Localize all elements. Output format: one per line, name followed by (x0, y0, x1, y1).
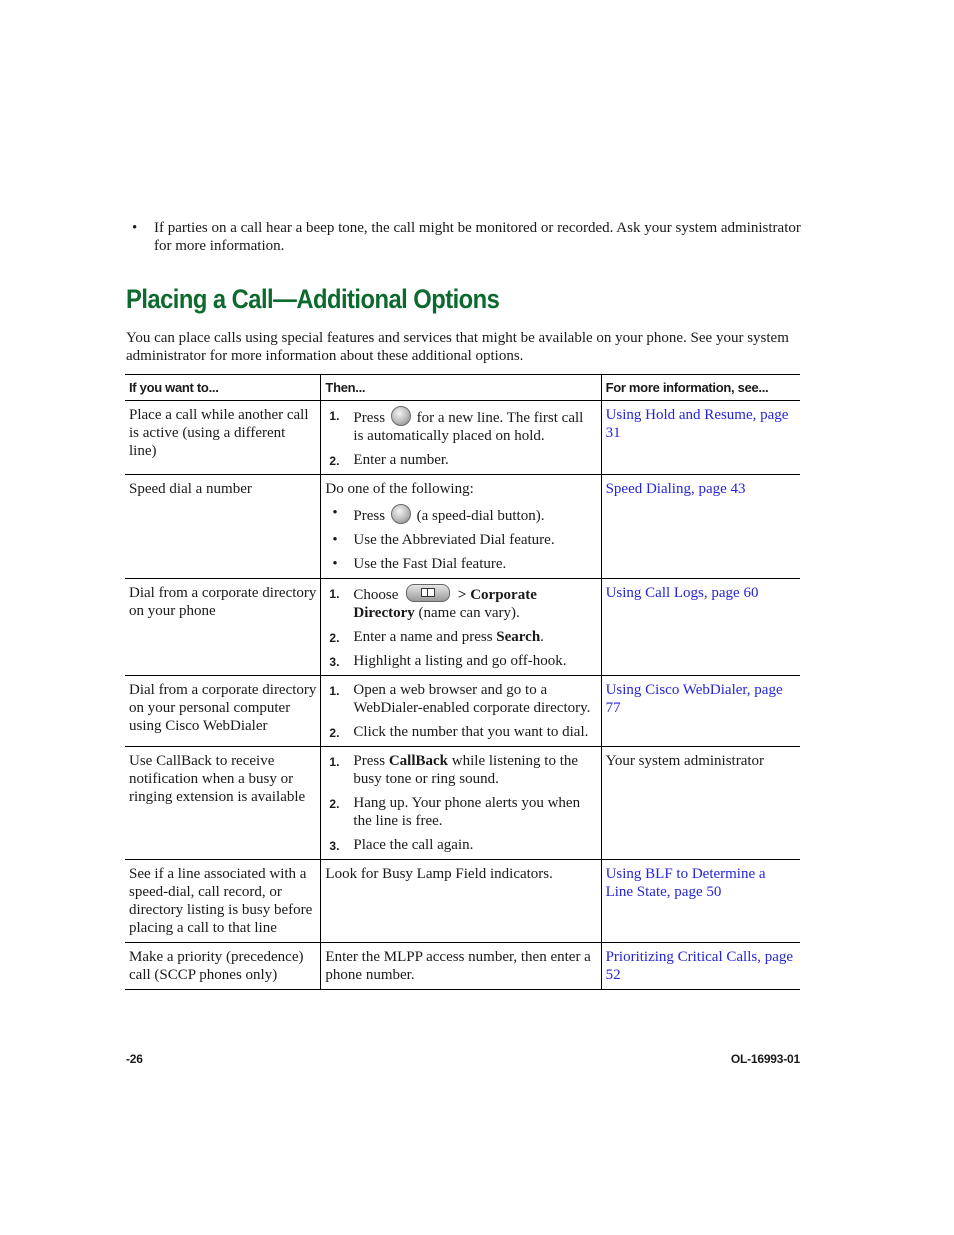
xref-link-call-logs[interactable]: Using Call Logs, page 60 (605, 585, 759, 601)
table-row (125, 860, 800, 943)
step-item: 2. Enter a number. (329, 452, 449, 468)
bullet-item: • Use the Abbreviated Dial feature. (332, 532, 555, 548)
step-item: 1. Press CallBack while listening to the busy tone or ring sound. (329, 753, 579, 787)
step-item: 3. Highlight a listing and go off-hook. (329, 653, 567, 669)
bullet-item: • Press (a speed-dial button). (332, 505, 545, 524)
table-row (125, 943, 800, 990)
cell-info (601, 475, 800, 579)
cell-want: Speed dial a number (125, 475, 321, 579)
cell-want: Use CallBack to receive notification when a busy or ringing extension is available (125, 747, 321, 860)
cell-then (321, 579, 601, 676)
step-item: 2. Click the number that you want to dial. (329, 724, 589, 740)
lead-text: Do one of the following: (325, 481, 474, 497)
table-row (125, 401, 800, 475)
cell-then: Enter the MLPP access number, then enter a phone number. (321, 943, 601, 990)
table-header-row (125, 375, 800, 401)
cell-info: Your system administrator (601, 747, 800, 860)
bullet-item: • Use the Fast Dial feature. (332, 556, 507, 572)
cell-want: Dial from a corporate directory on your personal computer using Cisco WebDialer (125, 676, 321, 747)
section-title: Placing a Call—Additional Options (126, 284, 500, 314)
cell-info (601, 676, 800, 747)
intro-bullet-text: If parties on a call hear a beep tone, the call might be monitored or recorded. Ask your system administrator for more information. (154, 220, 801, 254)
cell-info (601, 860, 800, 943)
options-table (125, 374, 800, 990)
cell-then (321, 676, 601, 747)
header-then: Then... (321, 375, 601, 401)
page-number: -26 (126, 1052, 143, 1066)
cell-want: See if a line associated with a speed-dial, call record, or directory listing is busy before placing a call to that line (125, 860, 321, 943)
table-row (125, 579, 800, 676)
cell-then (321, 475, 601, 579)
step-item: 1. Press for a new line. The first call is automatically placed on hold. (325, 406, 596, 445)
header-info: For more information, see... (601, 375, 800, 401)
cell-want: Make a priority (precedence) call (SCCP phones only) (125, 943, 321, 990)
table-row (125, 475, 800, 579)
cell-want: Place a call while another call is active (using a different line) (125, 401, 321, 475)
cell-then (321, 747, 601, 860)
cell-then (321, 401, 601, 475)
speed-dial-button-icon (391, 504, 411, 524)
xref-link-speed-dialing[interactable]: Speed Dialing, page 43 (605, 481, 746, 497)
document-id: OL-16993-01 (730, 1052, 800, 1066)
line-button-icon (391, 406, 411, 426)
directories-button-icon (406, 584, 450, 602)
xref-link-webdialer[interactable]: Using Cisco WebDialer, page 77 (605, 682, 783, 716)
step-item: 3. Place the call again. (329, 837, 474, 853)
cell-then: Look for Busy Lamp Field indicators. (321, 860, 601, 943)
step-item: 2. Hang up. Your phone alerts you when the line is free. (329, 795, 581, 829)
xref-link-hold-resume[interactable]: Using Hold and Resume, page 31 (605, 407, 789, 441)
bullet-dot: • (132, 220, 138, 236)
cell-info (601, 579, 800, 676)
step-item: 2. Enter a name and press Search. (329, 629, 544, 645)
intro-bullet (126, 219, 806, 255)
table-row (125, 747, 800, 860)
header-want: If you want to... (125, 375, 321, 401)
cell-info (601, 401, 800, 475)
cell-want: Dial from a corporate directory on your phone (125, 579, 321, 676)
table-row (125, 676, 800, 747)
xref-link-blf[interactable]: Using BLF to Determine a Line State, page 50 (605, 866, 766, 900)
xref-link-prioritizing[interactable]: Prioritizing Critical Calls, page 52 (605, 949, 794, 983)
cell-info (601, 943, 800, 990)
intro-paragraph: You can place calls using special features and services that might be available on your phone. See your system administrator for more information about these additional options. (126, 330, 789, 364)
step-item: 1. Choose > Corporate Directory (name can vary). (325, 584, 596, 622)
step-item: 1. Open a web browser and go to a WebDialer-enabled corporate directory. (329, 682, 591, 716)
